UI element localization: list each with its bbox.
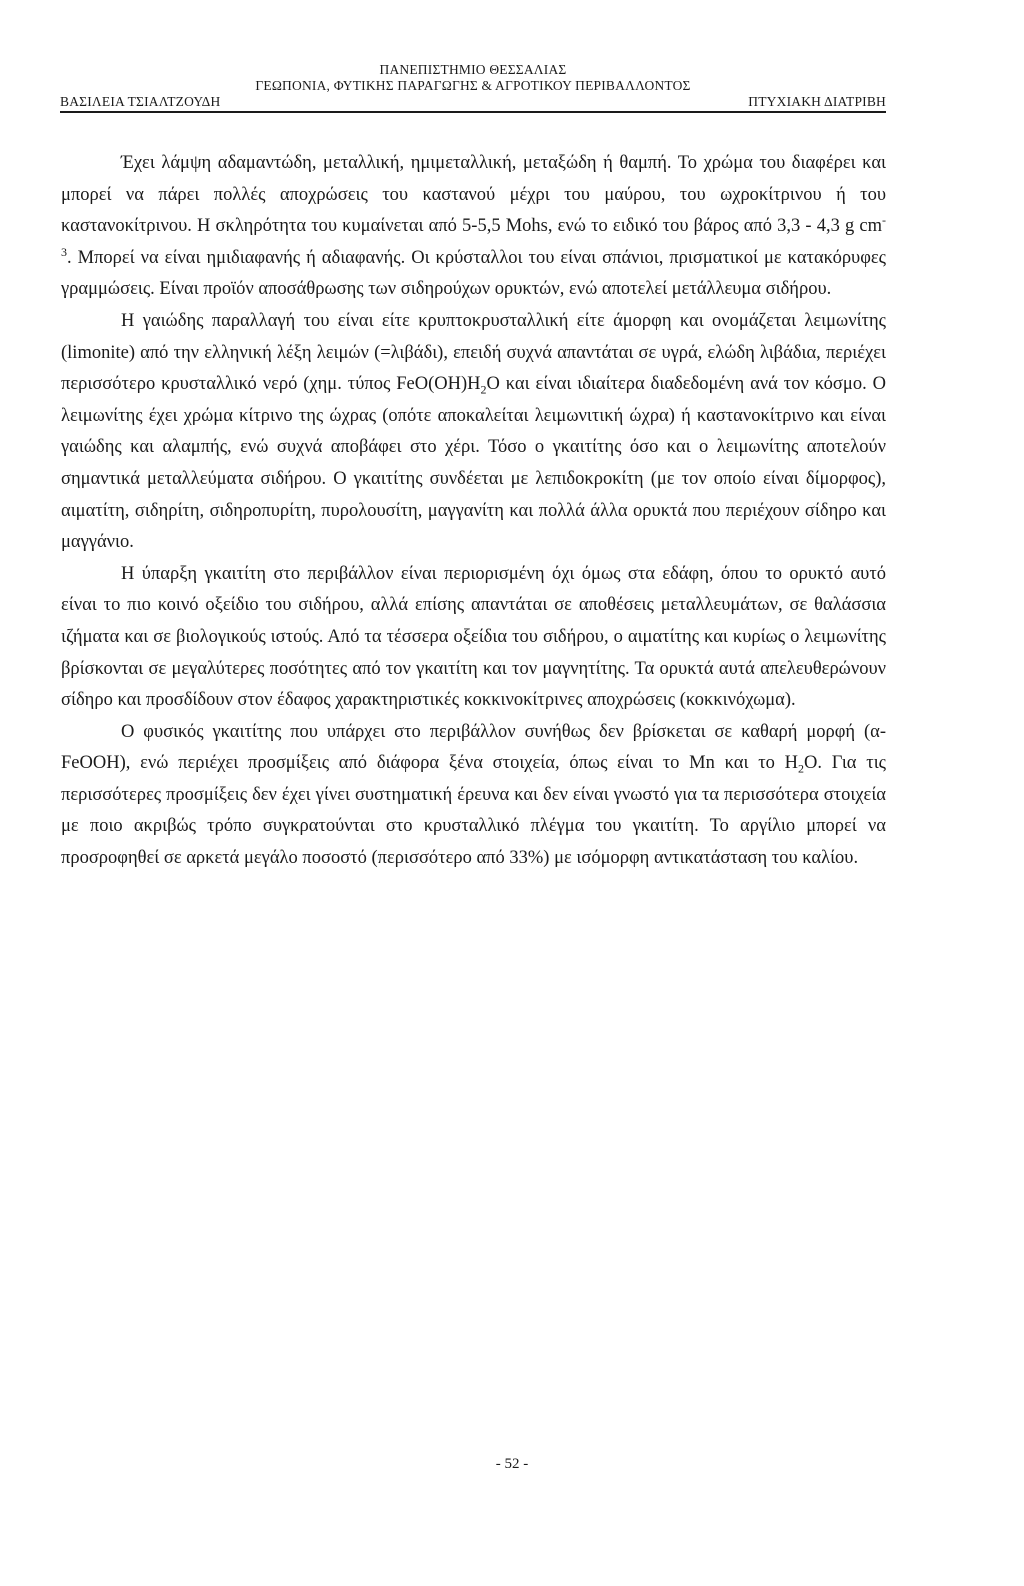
page-number: - 52 - bbox=[495, 1456, 529, 1472]
paragraph-4-text-cont: O. Για τις περισσότερες προσμίξεις δεν έχει γίνει συστηματική έρευνα και δεν είναι γνωστό για τα περισσότερα στοιχεία με ποιο ακριβώς τρόπο συγκρατούνται στο κρυσταλλικό πλέγμα του γκαιτίτη. Το αργίλιο μπορεί να προσροφηθεί σε αρκετά μεγάλο ποσοστό (περισσότερο από 33%) με ισόμορφη αντικατάσταση του καλίου. bbox=[61, 753, 886, 869]
formula-subscript: 2 bbox=[480, 382, 487, 397]
paragraph-1 bbox=[61, 148, 886, 306]
unit-superscript: -3 bbox=[61, 213, 886, 259]
author-name: ΒΑΣΙΛΕΙΑ ΤΣΙΑΛΤΖΟΥΔΗ bbox=[60, 94, 221, 109]
paragraph-1-text: Έχει λάμψη αδαμαντώδη, μεταλλική, ημιμεταλλική, μεταξώδη ή θαμπή. Το χρώμα του διαφέρει και μπορεί να πάρει πολλές αποχρώσεις του καστανού μέχρι του μαύρου, του ωχροκίτρινου ή του καστανοκίτρινου. Η σκληρότητα του κυμαίνεται από 5-5,5 Mohs, ενώ το ειδικό του βάρος από 3,3 - 4,3 g cm bbox=[61, 153, 886, 237]
paragraph-4 bbox=[61, 717, 886, 875]
department-name: ΓΕΩΠΟΝΙΑ, ΦΥΤΙΚΗΣ ΠΑΡΑΓΩΓΗΣ & ΑΓΡΟΤΙΚΟΥ ΠΕΡΙΒΑΛΛΟΝΤΟΣ bbox=[255, 78, 691, 93]
paragraph-2-text-cont: O και είναι ιδιαίτερα διαδεδομένη ανά τον κόσμο. Ο λειμωνίτης έχει χρώμα κίτρινο της ώχρας (οπότε αποκαλείται λειμωνιτική ώχρα) ή καστανοκίτρινο και είναι γαιώδης και αλαμπής, ενώ συχνά αποβάφει στο χέρι. Τόσο ο γκαιτίτης όσο και ο λειμωνίτης αποτελούν σημαντικά μεταλλεύματα σιδήρου. Ο γκαιτίτης συνδέεται με λεπιδοκροκίτη (με τον οποίο είναι δίμορφος), αιματίτη, σιδηρίτη, σιδηροπυρίτη, πυρολουσίτη, μαγγανίτη και πολλά άλλα ορυκτά που περιέχουν σίδηρο και μαγγάνιο. bbox=[61, 374, 886, 553]
paragraph-1-text-cont: . Μπορεί να είναι ημιδιαφανής ή αδιαφανής. Οι κρύσταλλοι του είναι σπάνιοι, πρισματικοί με κατακόρυφες γραμμώσεις. Είναι προϊόν αποσάθρωσης των σιδηρούχων ορυκτών, ενώ αποτελεί μετάλλευμα σιδήρου. bbox=[61, 247, 886, 300]
paragraph-2-text: Η γαιώδης παραλλαγή του είναι είτε κρυπτοκρυσταλλική είτε άμορφη και ονομάζεται λειμωνίτης (limonite) από την ελληνική λέξη λειμών (=λιβάδι), επειδή συχνά απαντάται σε υγρά, ελώδη λιβάδια, περιέχει περισσότερο κρυσταλλικό νερό (χημ. τύπος FeO(OH)H bbox=[61, 310, 886, 395]
page-header bbox=[60, 62, 886, 113]
header-rule bbox=[60, 111, 886, 113]
document-type: ΠΤΥΧΙΑΚΗ ΔΙΑΤΡΙΒΗ bbox=[748, 94, 886, 109]
paragraph-3: Η ύπαρξη γκαιτίτη στο περιβάλλον είναι περιορισμένη όχι όμως στα εδάφη, όπου το ορυκτό αυτό είναι το πιο κοινό οξείδιο του σιδήρου, αλλά επίσης απαντάται σε αποθέσεις μεταλλευμάτων, σε θαλάσσια ιζήματα και σε βιολογικούς ιστούς. Από τα τέσσερα οξείδια του σιδήρου, ο αιματίτης και κυρίως ο λειμωνίτης βρίσκονται σε μεγαλύτερες ποσότητες από τον γκαιτίτη και τον μαγνητίτης. Τα ορυκτά αυτά απελευθερώνουν σίδηρο και προσδίδουν στον έδαφος χαρακτηριστικές κοκκινοκίτρινες αποχρώσεις (κοκκινόχωμα). bbox=[61, 563, 886, 711]
university-name: ΠΑΝΕΠΙΣΤΗΜΙΟ ΘΕΣΣΑΛΙΑΣ bbox=[379, 62, 567, 77]
header-meta-row bbox=[60, 94, 886, 110]
formula-subscript: 2 bbox=[798, 761, 805, 776]
paragraph-4-text: Ο φυσικός γκαιτίτης που υπάρχει στο περιβάλλον συνήθως δεν βρίσκεται σε καθαρή μορφή (α-FeOOH), ενώ περιέχει προσμίξεις από διάφορα ξένα στοιχεία, όπως είναι το Mn και το H bbox=[61, 721, 886, 774]
document-body bbox=[61, 148, 886, 875]
paragraph-2 bbox=[61, 306, 886, 559]
